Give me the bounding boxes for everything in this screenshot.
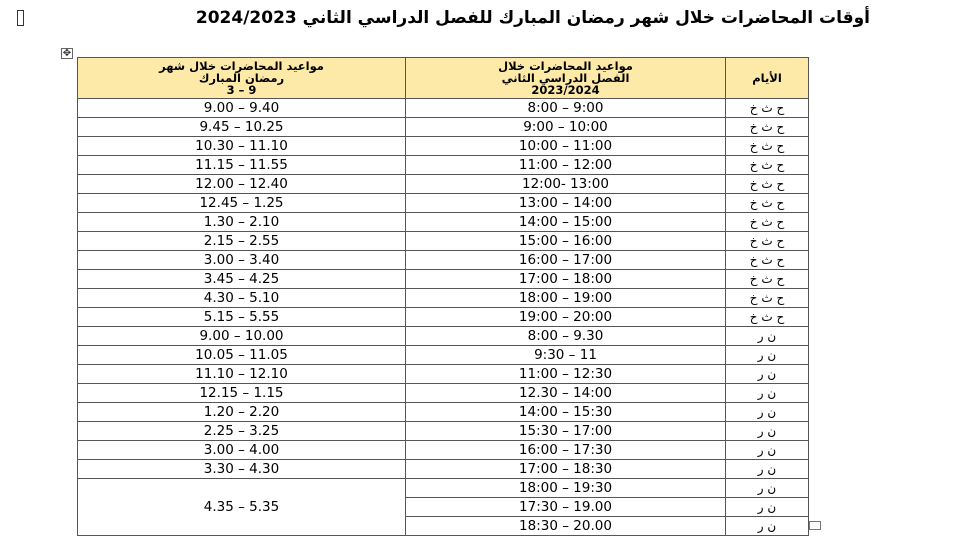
- normal-time-text: 16:00 – 17:00: [518, 252, 613, 268]
- ramadan-time-text: 1.20 – 2.20: [203, 404, 280, 420]
- normal-time-text: 11:00 – 12:30: [518, 366, 613, 382]
- ramadan-time-cell: [78, 384, 406, 403]
- table-move-handle-icon[interactable]: ✥: [62, 48, 72, 59]
- ramadan-time-cell: [78, 289, 406, 308]
- normal-time-text: 17:00 – 18:00: [518, 271, 613, 287]
- normal-time-cell: [406, 289, 726, 308]
- normal-time-text: 9:30 – 11: [534, 347, 597, 363]
- normal-time-text: 17:00 – 18:30: [518, 461, 613, 477]
- days-text: ن ر: [757, 443, 777, 457]
- normal-time-text: 12.30 – 14:00: [519, 385, 612, 401]
- normal-time-cell: [406, 441, 726, 460]
- days-text: ن ر: [757, 500, 777, 514]
- header-normal-line3: 2023/2024: [531, 83, 600, 97]
- table-row: [78, 194, 809, 213]
- days-text: ح ث خ: [749, 272, 785, 286]
- ramadan-time-merged-text: 4.35 – 5.35: [203, 499, 280, 515]
- days-text: ح ث خ: [749, 139, 785, 153]
- table-row: [78, 137, 809, 156]
- ramadan-time-cell: [78, 308, 406, 327]
- days-text: ح ث خ: [749, 215, 785, 229]
- normal-time-cell: [406, 403, 726, 422]
- ramadan-time-cell: [78, 270, 406, 289]
- header-normal-line1: مواعيد المحاضرات خلال: [498, 59, 633, 73]
- normal-time-cell: [406, 498, 726, 517]
- table-row: [78, 289, 809, 308]
- normal-time-cell: [406, 232, 726, 251]
- normal-time-text: 16:00 – 17:30: [518, 442, 613, 458]
- days-text: ن ر: [757, 519, 777, 533]
- normal-time-cell: [406, 308, 726, 327]
- table-row: [78, 175, 809, 194]
- days-cell: [726, 232, 809, 251]
- normal-time-text: 10:00 – 11:00: [518, 138, 613, 154]
- normal-time-text: 12:00- 13:00: [522, 176, 609, 192]
- normal-time-text: 8:00 – 9:00: [527, 100, 604, 116]
- days-cell: [726, 99, 809, 118]
- normal-time-cell: [406, 270, 726, 289]
- normal-time-text: 14:00 – 15:00: [518, 214, 613, 230]
- table-row: [78, 213, 809, 232]
- days-cell: [726, 498, 809, 517]
- table-row: [78, 99, 809, 118]
- table-row: [78, 156, 809, 175]
- ramadan-time-text: 11.10 – 12.10: [195, 366, 288, 382]
- ramadan-time-text: 2.15 – 2.55: [203, 233, 280, 249]
- ramadan-time-text: 9.45 – 10.25: [199, 119, 284, 135]
- lecture-times-table: [77, 57, 809, 536]
- ramadan-time-cell: [78, 156, 406, 175]
- days-text: ن ر: [757, 386, 777, 400]
- days-cell: [726, 308, 809, 327]
- table-row: [78, 232, 809, 251]
- ramadan-time-cell: [78, 251, 406, 270]
- days-text: ح ث خ: [749, 196, 785, 210]
- days-text: ن ر: [757, 329, 777, 343]
- normal-time-text: 13:00 – 14:00: [518, 195, 613, 211]
- days-text: ح ث خ: [749, 101, 785, 115]
- normal-time-text: 11:00 – 12:00: [518, 157, 613, 173]
- ramadan-time-cell: [78, 422, 406, 441]
- normal-time-cell: [406, 346, 726, 365]
- table-row: [78, 384, 809, 403]
- days-cell: [726, 251, 809, 270]
- ramadan-time-text: 12.00 – 12.40: [195, 176, 288, 192]
- ramadan-time-text: 4.30 – 5.10: [203, 290, 280, 306]
- ramadan-time-text: 10.05 – 11.05: [195, 347, 288, 363]
- days-cell: [726, 384, 809, 403]
- days-text: ح ث خ: [749, 234, 785, 248]
- ramadan-time-cell: [78, 365, 406, 384]
- header-normal-line2: الفصل الدراسي الثاني: [501, 71, 630, 85]
- ramadan-time-cell: [78, 403, 406, 422]
- days-cell: [726, 156, 809, 175]
- ramadan-time-text: 9.00 – 9.40: [203, 100, 280, 116]
- days-cell: [726, 403, 809, 422]
- ramadan-time-text: 1.30 – 2.10: [203, 214, 280, 230]
- normal-time-text: 8:00 – 9.30: [527, 328, 604, 344]
- header-ramadan-schedule: [78, 58, 406, 99]
- normal-time-text: 18:30 – 20.00: [519, 518, 612, 534]
- ramadan-time-cell: [78, 137, 406, 156]
- table-row: [78, 270, 809, 289]
- days-text: ح ث خ: [749, 253, 785, 267]
- normal-time-text: 17:30 – 19.00: [519, 499, 612, 515]
- days-cell: [726, 479, 809, 498]
- ramadan-time-text: 11.15 – 11.55: [195, 157, 288, 173]
- ramadan-time-cell: [78, 460, 406, 479]
- table-row: [78, 403, 809, 422]
- normal-time-cell: [406, 137, 726, 156]
- normal-time-cell: [406, 118, 726, 137]
- table-row: [78, 327, 809, 346]
- header-days: [726, 58, 809, 99]
- days-cell: [726, 194, 809, 213]
- ramadan-time-cell: [78, 175, 406, 194]
- ramadan-time-cell: [78, 232, 406, 251]
- header-normal-schedule: [406, 58, 726, 99]
- days-cell: [726, 422, 809, 441]
- ramadan-time-cell: [78, 118, 406, 137]
- normal-time-cell: [406, 460, 726, 479]
- days-text: ح ث خ: [749, 158, 785, 172]
- normal-time-text: 14:00 – 15:30: [518, 404, 613, 420]
- days-cell: [726, 289, 809, 308]
- days-cell: [726, 270, 809, 289]
- ramadan-time-cell: [78, 194, 406, 213]
- ramadan-time-text: 5.15 – 5.55: [203, 309, 280, 325]
- days-text: ن ر: [757, 462, 777, 476]
- document-title: أوقات المحاضرات خلال شهر رمضان المبارك للفصل الدراسي الثاني 2024/2023: [195, 8, 870, 28]
- days-cell: [726, 460, 809, 479]
- table-resize-handle[interactable]: [809, 521, 821, 530]
- table-row: [78, 251, 809, 270]
- normal-time-cell: [406, 422, 726, 441]
- table-body: [78, 99, 809, 536]
- days-text: ح ث خ: [749, 291, 785, 305]
- ramadan-time-cell: [78, 99, 406, 118]
- days-text: ح ث خ: [749, 177, 785, 191]
- normal-time-cell: [406, 251, 726, 270]
- normal-time-cell: [406, 194, 726, 213]
- ramadan-time-text: 10.30 – 11.10: [195, 138, 288, 154]
- ramadan-time-text: 12.15 – 1.15: [199, 385, 284, 401]
- ramadan-time-cell: [78, 346, 406, 365]
- ramadan-time-cell: [78, 441, 406, 460]
- days-text: ح ث خ: [749, 120, 785, 134]
- normal-time-cell: [406, 479, 726, 498]
- normal-time-text: 18:00 – 19:30: [518, 480, 613, 496]
- header-ramadan-line2: رمضان المبارك: [198, 71, 285, 85]
- days-cell: [726, 327, 809, 346]
- days-cell: [726, 175, 809, 194]
- days-text: ن ر: [757, 367, 777, 381]
- days-text: ن ر: [757, 405, 777, 419]
- ramadan-time-text: 12.45 – 1.25: [199, 195, 284, 211]
- days-cell: [726, 517, 809, 536]
- normal-time-cell: [406, 99, 726, 118]
- days-text: ن ر: [757, 481, 777, 495]
- normal-time-text: 9:00 – 10:00: [523, 119, 608, 135]
- days-cell: [726, 346, 809, 365]
- ramadan-time-merged-cell: [78, 479, 406, 536]
- normal-time-cell: [406, 365, 726, 384]
- days-text: ن ر: [757, 348, 777, 362]
- normal-time-text: 19:00 – 20:00: [518, 309, 613, 325]
- ramadan-time-text: 3.30 – 4.30: [203, 461, 280, 477]
- table-row: [78, 346, 809, 365]
- header-days-label: الأيام: [752, 71, 782, 85]
- normal-time-text: 15:00 – 16:00: [518, 233, 613, 249]
- days-cell: [726, 441, 809, 460]
- days-text: ح ث خ: [749, 310, 785, 324]
- table-row: [78, 118, 809, 137]
- days-text: ن ر: [757, 424, 777, 438]
- days-cell: [726, 213, 809, 232]
- normal-time-cell: [406, 156, 726, 175]
- table-row: [78, 460, 809, 479]
- table-row: [78, 422, 809, 441]
- ramadan-time-text: 3.00 – 3.40: [203, 252, 280, 268]
- normal-time-cell: [406, 327, 726, 346]
- normal-time-cell: [406, 517, 726, 536]
- normal-time-cell: [406, 175, 726, 194]
- normal-time-cell: [406, 213, 726, 232]
- days-cell: [726, 365, 809, 384]
- normal-time-text: 15:30 – 17:00: [518, 423, 613, 439]
- table-row: [78, 365, 809, 384]
- header-ramadan-line1: مواعيد المحاضرات خلال شهر: [159, 59, 324, 73]
- ramadan-time-text: 2.25 – 3.25: [203, 423, 280, 439]
- table-row: [78, 479, 809, 498]
- normal-time-cell: [406, 384, 726, 403]
- table-header-row: [78, 58, 809, 99]
- days-cell: [726, 118, 809, 137]
- table-row: [78, 308, 809, 327]
- table-row: [78, 441, 809, 460]
- ramadan-time-cell: [78, 213, 406, 232]
- days-cell: [726, 137, 809, 156]
- normal-time-text: 18:00 – 19:00: [518, 290, 613, 306]
- ramadan-time-text: 3.00 – 4.00: [203, 442, 280, 458]
- ramadan-time-text: 3.45 – 4.25: [203, 271, 280, 287]
- ramadan-time-cell: [78, 327, 406, 346]
- header-ramadan-line3: 3 – 9: [226, 83, 257, 97]
- ramadan-time-text: 9.00 – 10.00: [199, 328, 284, 344]
